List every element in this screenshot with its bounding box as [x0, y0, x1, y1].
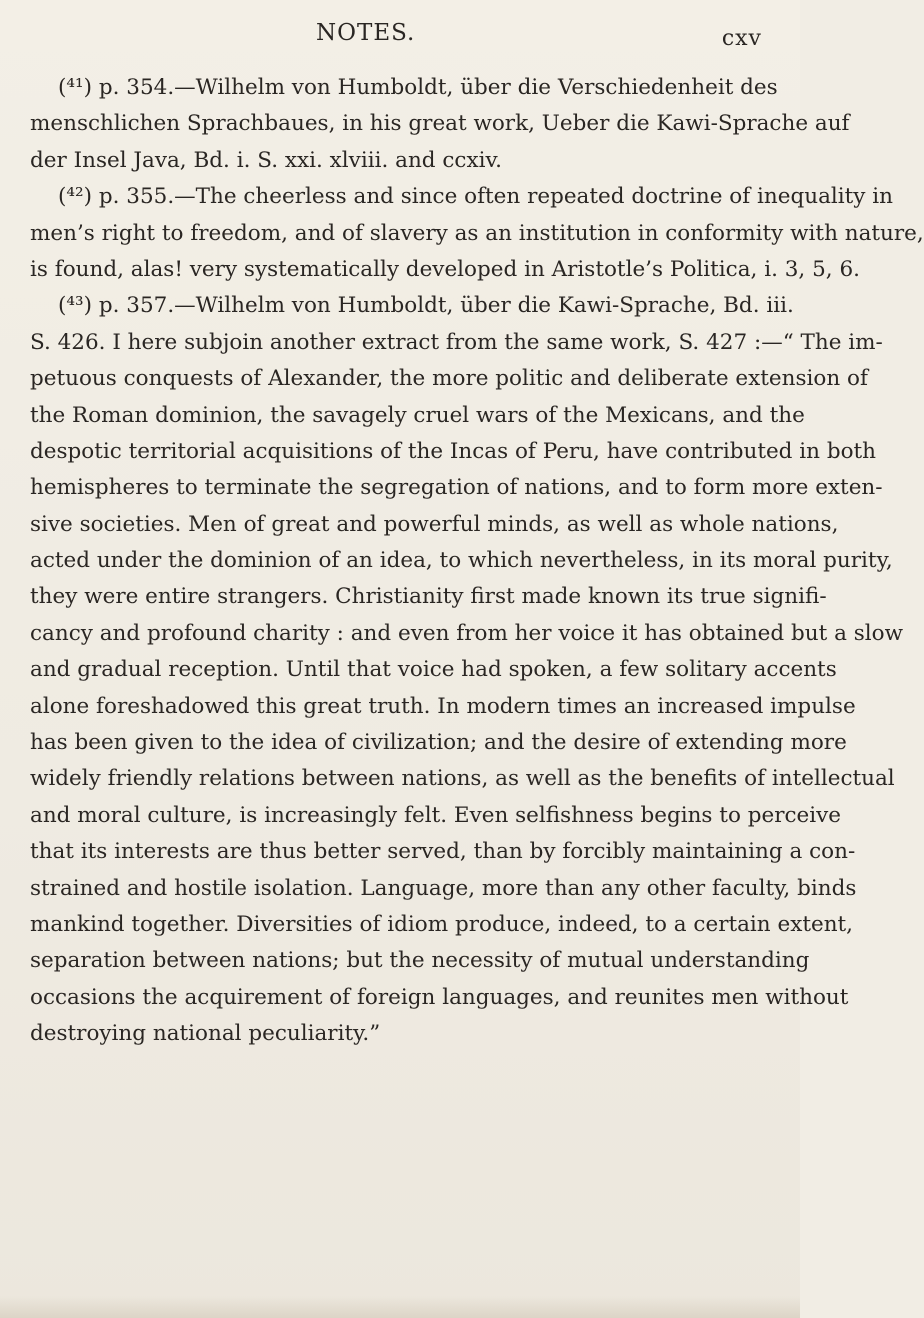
running-head [0, 14, 800, 54]
note-41-line: (⁴¹) p. 354.—Wilhelm von Humboldt, über die Verschiedenheit des [58, 75, 778, 100]
note-43-line: has been given to the idea of civilization; and the desire of extending more [30, 730, 847, 756]
note-43-line: mankind together. Diversities of idiom produce, indeed, to a certain extent, [30, 911, 854, 937]
note-43-line: separation between nations; but the necessity of mutual understanding [30, 948, 810, 974]
note-43-line: (⁴³) p. 357.—Wilhelm von Humboldt, über die Kawi-Sprache, Bd. iii. [58, 293, 794, 319]
page-edge-shadow [0, 1296, 800, 1318]
note-43-line: and moral culture, is increasingly felt. Even selfishness begins to perceive [30, 802, 841, 828]
note-41-line: menschlichen Sprachbaues, in his great work, Ueber die Kawi-Sprache auf [30, 111, 850, 137]
note-43-line: strained and hostile isolation. Language, more than any other faculty, binds [30, 875, 857, 901]
note-43-line: widely friendly relations between nations, as well as the benefits of intellectual [30, 766, 895, 792]
note-43-line: destroying national peculiarity.” [30, 1021, 381, 1047]
note-43-line: occasions the acquirement of foreign languages, and reunites men without [30, 984, 849, 1010]
note-43-line: acted under the dominion of an idea, to which nevertheless, in its moral purity, [30, 548, 893, 574]
note-42-line: is found, alas! very systematically developed in Aristotle’s Politica, i. 3, 5, 6. [30, 256, 860, 282]
notes-text [30, 70, 924, 1053]
note-43-line: cancy and profound charity : and even from her voice it has obtained but a slow [30, 620, 903, 646]
note-43-line: sive societies. Men of great and powerful minds, as well as whole nations, [30, 511, 839, 537]
page-number: cxv [721, 26, 762, 51]
note-41-line: der Insel Java, Bd. i. S. xxi. xlviii. and ccxiv. [30, 147, 502, 173]
note-43-line: alone foreshadowed this great truth. In modern times an increased impulse [30, 693, 856, 719]
note-43-line: petuous conquests of Alexander, the more politic and deliberate extension of [30, 366, 868, 392]
note-43-line: they were entire strangers. Christianity first made known its true signifi- [30, 584, 827, 610]
note-43-line: hemispheres to terminate the segregation of nations, and to form more exten- [30, 475, 883, 501]
note-43-line: S. 426. I here subjoin another extract from the same work, S. 427 :—“ The im- [30, 329, 883, 355]
note-43-line: that its interests are thus better served, than by forcibly maintaining a con- [30, 839, 856, 865]
note-43-line: despotic territorial acquisitions of the Incas of Peru, have contributed in both [30, 438, 877, 464]
note-43-line: the Roman dominion, the savagely cruel wars of the Mexicans, and the [30, 402, 805, 428]
running-head-title: NOTES. [316, 20, 416, 46]
note-43-line: and gradual reception. Until that voice had spoken, a few solitary accents [30, 657, 837, 683]
note-42-line: men’s right to freedom, and of slavery as an institution in conformity with nature, [30, 220, 924, 246]
note-42-line: (⁴²) p. 355.—The cheerless and since often repeated doctrine of inequality in [58, 184, 893, 210]
